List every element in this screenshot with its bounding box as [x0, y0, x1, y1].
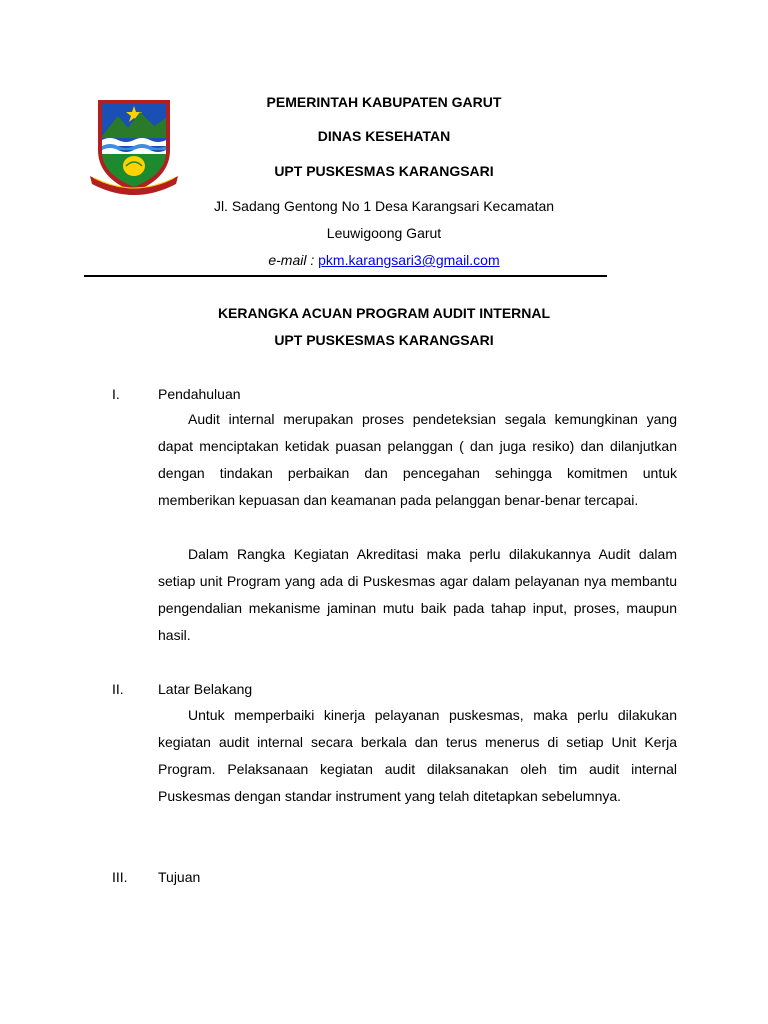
address-line-2: Leuwigoong Garut	[326, 225, 442, 241]
document-subtitle: UPT PUSKESMAS KARANGSARI	[274, 332, 494, 348]
section-number: I.	[112, 386, 120, 402]
section-number: III.	[112, 869, 128, 885]
section-heading: Pendahuluan	[158, 386, 241, 402]
section-heading: Latar Belakang	[158, 681, 253, 697]
address-line-1: Jl. Sadang Gentong No 1 Desa Karangsari Kecamatan	[213, 198, 555, 214]
section-heading: Tujuan	[158, 869, 201, 885]
agency-name: PEMERINTAH KABUPATEN GARUT	[266, 94, 502, 110]
header-divider	[84, 275, 607, 277]
email-label: e-mail :	[268, 252, 315, 268]
section-number: II.	[112, 681, 124, 697]
email-line	[84, 251, 684, 269]
department-name: DINAS KESEHATAN	[317, 128, 451, 144]
paragraph: Dalam Rangka Kegiatan Akreditasi maka perlu dilakukannya Audit dalam setiap unit Program yang ada di Puskesmas agar dalam pelayanan nya membantu pengendalian mekanisme jaminan mutu baik pada tahap input, proses, maupun hasil.	[158, 546, 677, 643]
paragraph: Audit internal merupakan proses pendeteksian segala kemungkinan yang dapat menciptakan ketidak puasan pelanggan ( dan juga resiko) dan dilanjutkan dengan tindakan perbaikan dan pencegahan sehingga komitmen untuk memberikan kepuasan dan keamanan pada pelanggan benar-benar tercapai.	[158, 411, 677, 508]
document-title: KERANGKA ACUAN PROGRAM AUDIT INTERNAL	[217, 305, 551, 321]
unit-name: UPT PUSKESMAS KARANGSARI	[274, 163, 494, 179]
email-link[interactable]: pkm.karangsari3@gmail.com	[318, 252, 500, 268]
paragraph: Untuk memperbaiki kinerja pelayanan puskesmas, maka perlu dilakukan kegiatan audit internal secara berkala dan terus menerus di setiap Unit Kerja Program. Pelaksanaan kegiatan audit dilaksanakan oleh tim audit internal Puskesmas dengan standar instrument yang telah ditetapkan sebelumnya.	[158, 707, 677, 804]
